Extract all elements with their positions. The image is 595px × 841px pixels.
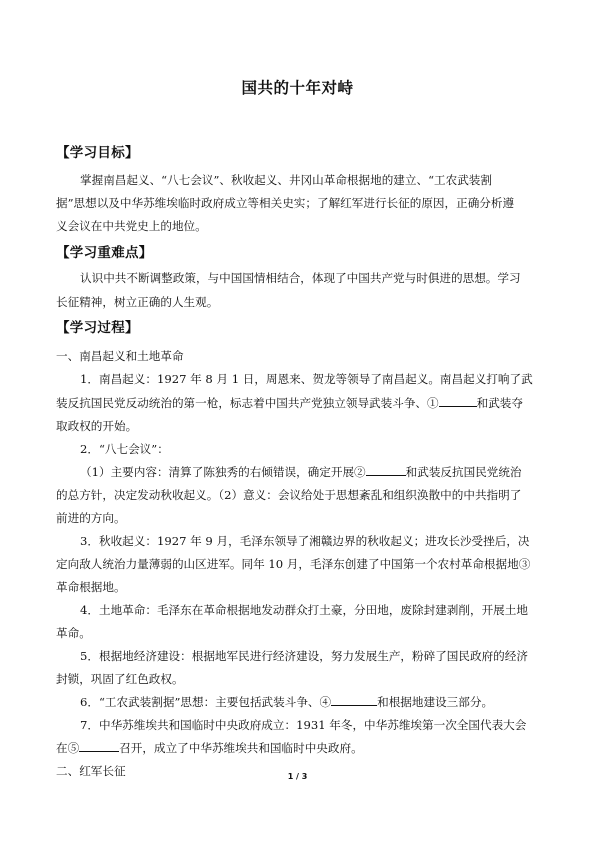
item1-line-1: 1．南昌起义：1927 年 8 月 1 日，周恩来、贺龙等领导了南昌起义。南昌起义打响了武 xyxy=(80,372,533,386)
key-line-2: 长征精神，树立正确的人生观。 xyxy=(56,295,219,309)
answer-blank-4[interactable] xyxy=(331,693,377,706)
item3-line-3: 革命根据地。 xyxy=(56,580,126,594)
key-line-1: 认识中共不断调整政策，与中国国情相结合，体现了中国共产党与时俱进的思想。学习 xyxy=(80,271,521,285)
item3-line-1: 3．秋收起义：1927 年 9 月，毛泽东领导了湘赣边界的秋收起义；进攻长沙受挫后，决 xyxy=(80,534,530,548)
item4-line-2: 革命。 xyxy=(56,626,91,640)
item7-line-2 xyxy=(56,739,546,757)
goals-line-1: 掌握南昌起义、“八七会议”、秋收起义、井冈山革命根据地的建立、“工农武装割 xyxy=(80,173,492,187)
item7-text: 在⑤ xyxy=(56,741,80,755)
item2-line-1-tail: 和武装反抗国民党统治 xyxy=(405,465,522,479)
answer-blank-2[interactable] xyxy=(366,463,406,476)
item1-line-2-text: 装反抗国民党反动统治的第一枪，标志着中国共产党独立领导武装斗争、① xyxy=(56,396,439,410)
page-title: 国共的十年对峙 xyxy=(241,79,354,97)
item2-line-2: 的总方针，决定发动秋收起义。（2）意义：会议给处于思想紊乱和组织涣散中的中共指明了 xyxy=(56,488,522,502)
item1-line-3: 取政权的开始。 xyxy=(56,419,138,433)
item6-line-1 xyxy=(80,693,546,711)
item5-line-1: 5．根据地经济建设：根据地军民进行经济建设，努力发展生产，粉碎了国民政府的经济 xyxy=(80,649,528,663)
item2-line-1-text: （1）主要内容：清算了陈独秀的右倾错误，确定开展② xyxy=(80,465,366,479)
part2-title: 二、红军长征 xyxy=(56,764,126,778)
process-heading: 【学习过程】 xyxy=(56,320,139,336)
goals-heading: 【学习目标】 xyxy=(56,145,139,161)
item2-line-3: 前进的方向。 xyxy=(56,511,126,525)
item1-line-2-tail: 和武装夺 xyxy=(476,396,523,410)
item4-line-1: 4．土地革命：毛泽东在革命根据地发动群众打土豪，分田地，废除封建剥削，开展土地 xyxy=(80,603,528,617)
answer-blank-1[interactable] xyxy=(439,394,477,407)
item2-title: 2．“八七会议”： xyxy=(80,442,169,456)
key-heading: 【学习重难点】 xyxy=(56,245,153,261)
item7-tail: 召开，成立了中华苏维埃共和国临时中央政府。 xyxy=(119,741,363,755)
page-number: 1 / 3 xyxy=(287,772,308,781)
item3-line-2: 定向敌人统治力量薄弱的山区进军。同年 10 月，毛泽东创建了中国第一个农村革命根据地③ xyxy=(56,557,531,571)
item1-line-2 xyxy=(56,394,546,412)
part1-title: 一、南昌起义和土地革命 xyxy=(56,349,184,363)
item6-tail: 和根据地建设三部分。 xyxy=(377,695,494,709)
item5-line-2: 封锁，巩固了红色政权。 xyxy=(56,672,184,686)
answer-blank-5[interactable] xyxy=(79,739,119,752)
item6-text: 6．“工农武装割据”思想：主要包括武装斗争、④ xyxy=(80,695,332,709)
item2-line-1 xyxy=(80,463,570,481)
goals-line-3: 义会议在中共党史上的地位。 xyxy=(56,219,207,233)
item7-line-1: 7．中华苏维埃共和国临时中央政府成立：1931 年冬，中华苏维埃第一次全国代表大会 xyxy=(80,718,527,732)
goals-line-2: 据”思想以及中华苏维埃临时政府成立等相关史实；了解红军进行长征的原因，正确分析遵 xyxy=(56,196,515,210)
